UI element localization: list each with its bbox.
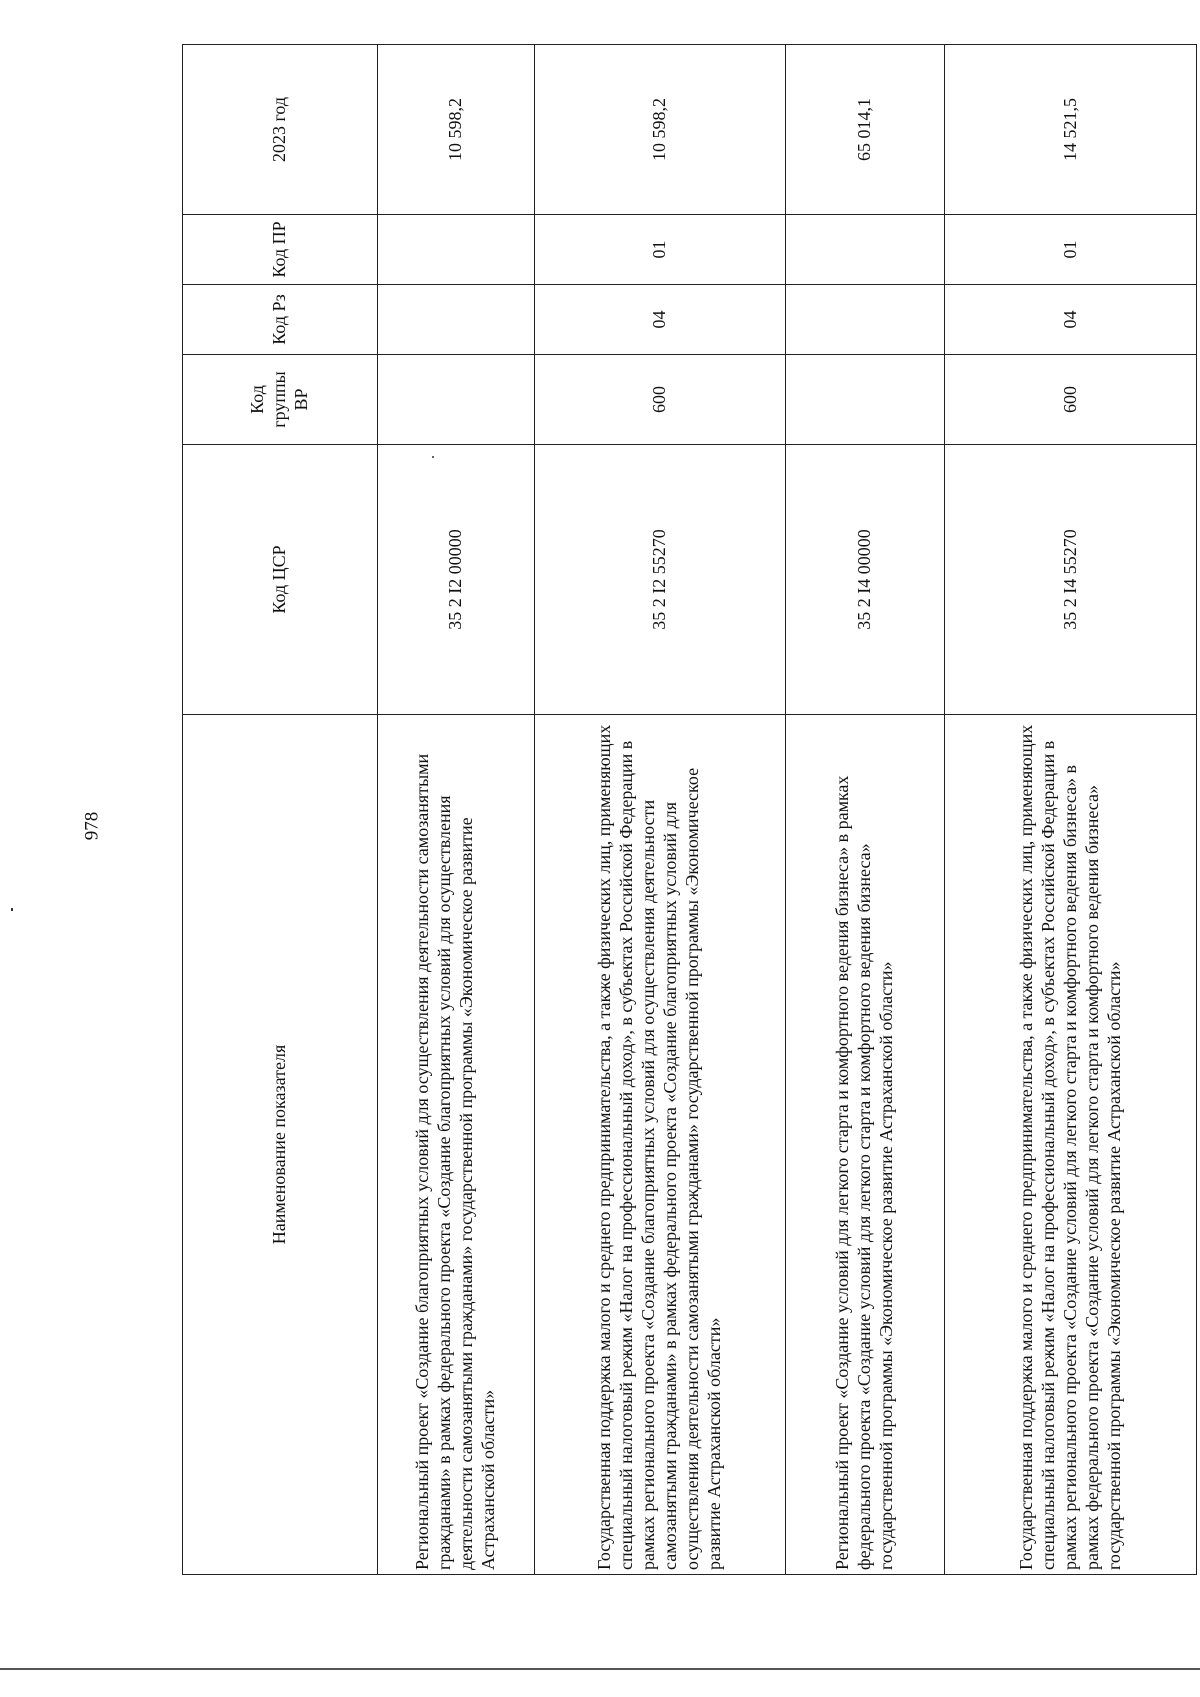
rz-code-cell bbox=[378, 285, 535, 355]
table-row bbox=[378, 45, 535, 1575]
indicator-name-cell: Региональный проект «Создание благоприятных условий для осуществления деятельности самозанятыми гражданами» в рамках федерального проекта «Создание благоприятных условий для осуществления деятельности самозанятыми гражданами» государственной программы «Экономическое развитие Астраханской области» bbox=[378, 715, 535, 1575]
header-pr-code: Код ПР bbox=[183, 215, 378, 285]
table-header-row bbox=[183, 45, 378, 1575]
amount-2023-cell: 10 598,2 bbox=[534, 45, 786, 215]
table-row bbox=[534, 45, 786, 1575]
header-year-2023: 2023 год bbox=[183, 45, 378, 215]
rz-code-cell: 04 bbox=[534, 285, 786, 355]
budget-table bbox=[182, 44, 1197, 1575]
amount-2023-cell: 14 521,5 bbox=[945, 45, 1197, 215]
header-rz-code: Код Рз bbox=[183, 285, 378, 355]
vr-code-cell: 600 bbox=[534, 355, 786, 445]
header-csr-code: Код ЦСР bbox=[183, 445, 378, 715]
csr-code-cell: 35 2 I4 55270 bbox=[945, 445, 1197, 715]
page-number: 978 bbox=[81, 811, 103, 841]
rotated-table-container bbox=[182, 45, 1197, 1575]
pr-code-cell: 01 bbox=[945, 215, 1197, 285]
indicator-name-cell: Государственная поддержка малого и среднего предпринимательства, а также физических лиц, применяющих специальный налоговый режим «Налог на профессиональный доход», в субъектах Российской Федерации в рамках регионального проекта «Создание условий для легкого старта и комфортного ведения бизнеса» в рамках федерального проекта «Создание условий для легкого старта и комфортного ведения бизнеса» государственной программы «Экономическое развитие Астраханской области» bbox=[945, 715, 1197, 1575]
csr-code-cell: 35 2 I2 55270 bbox=[534, 445, 786, 715]
pr-code-cell bbox=[786, 215, 945, 285]
rz-code-cell bbox=[786, 285, 945, 355]
csr-code-cell: 35 2 I4 00000 bbox=[786, 445, 945, 715]
vr-code-cell: 600 bbox=[945, 355, 1197, 445]
scan-edge-line bbox=[0, 1668, 1200, 1670]
indicator-name-cell: Государственная поддержка малого и среднего предпринимательства, а также физических лиц, применяющих специальный налоговый режим «Налог на профессиональный доход», в субъектах Российской Федерации в рамках регионального проекта «Создание благоприятных условий для осуществления деятельности самозанятыми гражданами» в рамках федерального проекта «Создание благоприятных условий для осуществления деятельности самозанятыми гражданами» государственной программы «Экономическое развитие Астраханской области» bbox=[534, 715, 786, 1575]
pr-code-cell bbox=[378, 215, 535, 285]
indicator-name-cell: Региональный проект «Создание условий для легкого старта и комфортного ведения бизнеса» в рамках федерального проекта «Создание условий для легкого старта и комфортного ведения бизнеса» государственной программы «Экономическое развитие Астраханской области» bbox=[786, 715, 945, 1575]
scan-speck bbox=[11, 908, 13, 911]
table-row bbox=[945, 45, 1197, 1575]
header-indicator-name: Наименование показателя bbox=[183, 715, 378, 1575]
table-row bbox=[786, 45, 945, 1575]
amount-2023-cell: 65 014,1 bbox=[786, 45, 945, 215]
header-vr-group-code: Код группы ВР bbox=[183, 355, 378, 445]
csr-code-cell: 35 2 I2 00000 bbox=[378, 445, 535, 715]
rz-code-cell: 04 bbox=[945, 285, 1197, 355]
vr-code-cell bbox=[786, 355, 945, 445]
pr-code-cell: 01 bbox=[534, 215, 786, 285]
vr-code-cell bbox=[378, 355, 535, 445]
amount-2023-cell: 10 598,2 bbox=[378, 45, 535, 215]
